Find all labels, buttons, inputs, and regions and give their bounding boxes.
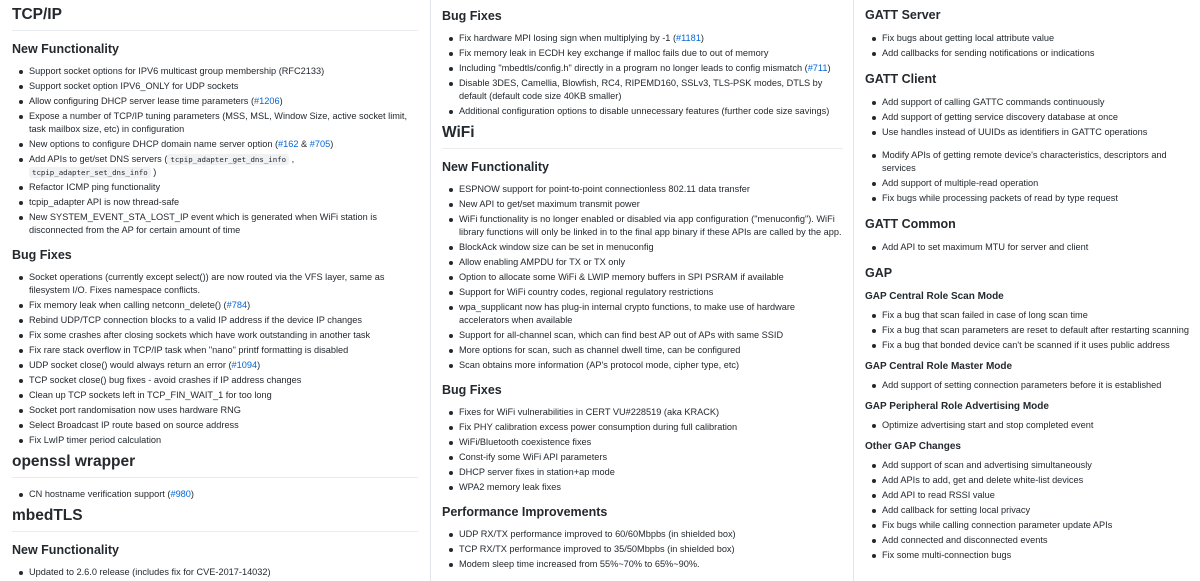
section-title-tcpip: TCP/IP — [12, 6, 418, 31]
issue-link[interactable]: #784 — [226, 300, 248, 310]
code-get-dns: tcpip_adapter_get_dns_info — [167, 154, 289, 165]
list-item: Fix PHY calibration excess power consumption during full calibration — [442, 421, 843, 434]
issue-link[interactable]: #1094 — [231, 360, 258, 370]
list-item: New API to get/set maximum transmit power — [442, 198, 843, 211]
list-gatt-common — [865, 241, 1194, 254]
list-item: Add APIs to get/set DNS servers ( tcpip_adapter_get_dns_info , tcpip_adapter_set_dns_info ) — [12, 153, 418, 179]
list-item: Add callback for setting local privacy — [865, 504, 1194, 517]
list-item: Select Broadcast IP route based on source address — [12, 419, 418, 432]
subsection-title-perf: Performance Improvements — [442, 505, 608, 519]
release-notes-column-2 — [430, 0, 853, 581]
subsection-title-gap-other: Other GAP Changes — [865, 441, 961, 452]
issue-link[interactable]: #1181 — [676, 33, 701, 43]
issue-link[interactable]: #711 — [807, 63, 828, 73]
list-item: Add APIs to add, get and delete white-list devices — [865, 474, 1194, 487]
list-wifi-bugs — [442, 406, 843, 494]
list-item: Support for WiFi country codes, regional regulatory restrictions — [442, 286, 843, 299]
section-title-gap: GAP — [865, 266, 893, 280]
list-item: Additional configuration options to disable unnecessary features (further code size savings) — [442, 105, 843, 118]
subsection-title-gap-central-master: GAP Central Role Master Mode — [865, 361, 1013, 372]
list-item: Optimize advertising start and stop completed event — [865, 419, 1194, 432]
list-item: Modem sleep time increased from 55%~70% to 65%~90%. — [442, 558, 843, 571]
list-item: Fix bugs about getting local attribute value — [865, 32, 1194, 45]
list-item: Add API to read RSSI value — [865, 489, 1194, 502]
list-item: Clean up TCP sockets left in TCP_FIN_WAIT_1 for too long — [12, 389, 418, 402]
subsection-title-tcpip-bugs: Bug Fixes — [12, 248, 72, 262]
list-item: ESPNOW support for point-to-point connectionless 802.11 data transfer — [442, 183, 843, 196]
list-item: wpa_supplicant now has plug-in internal crypto functions, to make use of hardware accelerators when available — [442, 301, 843, 327]
list-item: DHCP server fixes in station+ap mode — [442, 466, 843, 479]
list-gap-central-scan — [865, 309, 1194, 352]
list-item: Fix LwIP timer period calculation — [12, 434, 418, 447]
section-title-openssl: openssl wrapper — [12, 453, 418, 478]
section-title-gatt-server: GATT Server — [865, 8, 941, 22]
release-notes-column-1 — [0, 0, 430, 581]
list-item: Option to allocate some WiFi & LWIP memory buffers in SPI PSRAM if available — [442, 271, 843, 284]
list-item: Add support of scan and advertising simultaneously — [865, 459, 1194, 472]
list-item: Use handles instead of UUIDs as identifiers in GATTC operations — [865, 126, 1194, 139]
list-gatt-client-a — [865, 96, 1194, 139]
subsection-title-tcpip-new: New Functionality — [12, 42, 119, 56]
list-item: Fixes for WiFi vulnerabilities in CERT VU#228519 (aka KRACK) — [442, 406, 843, 419]
list-item: Fix rare stack overflow in TCP/IP task when "nano" printf formatting is disabled — [12, 344, 418, 357]
code-set-dns: tcpip_adapter_set_dns_info — [29, 167, 151, 178]
list-item: Allow enabling AMPDU for TX or TX only — [442, 256, 843, 269]
list-item: Refactor ICMP ping functionality — [12, 181, 418, 194]
section-title-wifi: WiFi — [442, 124, 843, 149]
list-item: Socket operations (currently except select()) are now routed via the VFS layer, same as filesystem I/O. Fixes namespace conflicts. — [12, 271, 418, 297]
list-item: Expose a number of TCP/IP tuning parameters (MSS, MSL, Window Size, active socket limit, task mailbox size, etc) in configuration — [12, 110, 418, 136]
list-item: Fix some crashes after closing sockets which have work outstanding in another task — [12, 329, 418, 342]
section-title-gatt-common: GATT Common — [865, 217, 956, 231]
list-openssl — [12, 488, 418, 501]
list-item: Fix bugs while calling connection parameter update APIs — [865, 519, 1194, 532]
list-item: Support socket option IPV6_ONLY for UDP sockets — [12, 80, 418, 93]
list-item: Scan obtains more information (AP's protocol mode, cipher type, etc) — [442, 359, 843, 372]
list-mbedtls-bugs — [442, 32, 843, 118]
release-notes-column-3 — [853, 0, 1200, 581]
list-item: Fix bugs while processing packets of read by type request — [865, 192, 1194, 205]
list-gatt-client-b — [865, 149, 1194, 205]
list-item: Fix memory leak when calling netconn_delete() (#784) — [12, 299, 418, 312]
list-tcpip-bugs — [12, 271, 418, 447]
subsection-title-gap-central-scan: GAP Central Role Scan Mode — [865, 291, 1004, 302]
list-item: Support socket options for IPV6 multicast group membership (RFC2133) — [12, 65, 418, 78]
list-item: Fix a bug that scan parameters are reset to default after restarting scanning — [865, 324, 1194, 337]
issue-link[interactable]: #1206 — [254, 96, 280, 106]
list-item: Allow configuring DHCP server lease time parameters (#1206) — [12, 95, 418, 108]
list-item: WiFi functionality is no longer enabled or disabled via app configuration ("menuconfig"). WiFi library functions will only be linked in to the final app binary if these APIs are called by the app. — [442, 213, 843, 239]
list-item: Const-ify some WiFi API parameters — [442, 451, 843, 464]
list-item: Fix a bug that bonded device can't be scanned if it uses public address — [865, 339, 1194, 352]
list-mbedtls-new — [12, 566, 418, 579]
list-item: Updated to 2.6.0 release (includes fix for CVE-2017-14032) — [12, 566, 418, 579]
list-item: Add API to set maximum MTU for server and client — [865, 241, 1194, 254]
subsection-title-wifi-new: New Functionality — [442, 160, 549, 174]
list-item: Add connected and disconnected events — [865, 534, 1194, 547]
list-item: Fix some multi-connection bugs — [865, 549, 1194, 562]
list-item: Rebind UDP/TCP connection blocks to a valid IP address if the device IP changes — [12, 314, 418, 327]
list-item: WPA2 memory leak fixes — [442, 481, 843, 494]
subsection-title-mbedtls-new: New Functionality — [12, 543, 119, 557]
list-item: CN hostname verification support (#980) — [12, 488, 418, 501]
list-item: Add support of setting connection parameters before it is established — [865, 379, 1194, 392]
issue-link[interactable]: #705 — [309, 139, 331, 149]
list-item: TCP RX/TX performance improved to 35/50Mbpbs (in shielded box) — [442, 543, 843, 556]
list-tcpip-new — [12, 65, 418, 237]
list-gap-peripheral — [865, 419, 1194, 432]
section-title-gatt-client: GATT Client — [865, 72, 937, 86]
list-item: WiFi/Bluetooth coexistence fixes — [442, 436, 843, 449]
list-item: UDP socket close() would always return an error (#1094) — [12, 359, 418, 372]
list-item: More options for scan, such as channel dwell time, can be configured — [442, 344, 843, 357]
list-item: Disable 3DES, Camellia, Blowfish, RC4, RIPEMD160, SSLv3, TLS-PSK modes, DTLS by default (default code size 40KB smaller) — [442, 77, 843, 103]
list-item: Socket port randomisation now uses hardware RNG — [12, 404, 418, 417]
list-item: Support for all-channel scan, which can find best AP out of APs with same SSID — [442, 329, 843, 342]
list-item: Add support of getting service discovery database at once — [865, 111, 1194, 124]
list-perf — [442, 528, 843, 571]
list-wifi-new — [442, 183, 843, 372]
issue-link[interactable]: #162 — [278, 139, 299, 149]
list-item: UDP RX/TX performance improved to 60/60Mbpbs (in shielded box) — [442, 528, 843, 541]
list-item: Add support of multiple-read operation — [865, 177, 1194, 190]
list-item: New options to configure DHCP domain name server option (#162 & #705) — [12, 138, 418, 151]
list-gap-central-master — [865, 379, 1194, 392]
subsection-title-mbedtls-bugs: Bug Fixes — [442, 9, 502, 23]
list-item: Add callbacks for sending notifications or indications — [865, 47, 1194, 60]
list-gap-other — [865, 459, 1194, 562]
list-item: Fix a bug that scan failed in case of long scan time — [865, 309, 1194, 322]
list-item: Modify APIs of getting remote device's characteristics, descriptors and services — [865, 149, 1194, 175]
issue-link[interactable]: #980 — [170, 489, 191, 499]
subsection-title-wifi-bugs: Bug Fixes — [442, 383, 502, 397]
list-item: TCP socket close() bug fixes - avoid crashes if IP address changes — [12, 374, 418, 387]
section-title-mbedtls: mbedTLS — [12, 507, 418, 532]
list-item: BlockAck window size can be set in menuconfig — [442, 241, 843, 254]
list-item: Fix hardware MPI losing sign when multiplying by -1 (#1181) — [442, 32, 843, 45]
subsection-title-gap-peripheral: GAP Peripheral Role Advertising Mode — [865, 401, 1049, 412]
list-gatt-server — [865, 32, 1194, 60]
list-item: Including "mbedtls/config.h" directly in a program no longer leads to config mismatch (#711) — [442, 62, 843, 75]
list-item: New SYSTEM_EVENT_STA_LOST_IP event which is generated when WiFi station is disconnected from the AP for certain amount of time — [12, 211, 418, 237]
list-item: Fix memory leak in ECDH key exchange if malloc fails due to out of memory — [442, 47, 843, 60]
list-item: Add support of calling GATTC commands continuously — [865, 96, 1194, 109]
list-item: tcpip_adapter API is now thread-safe — [12, 196, 418, 209]
